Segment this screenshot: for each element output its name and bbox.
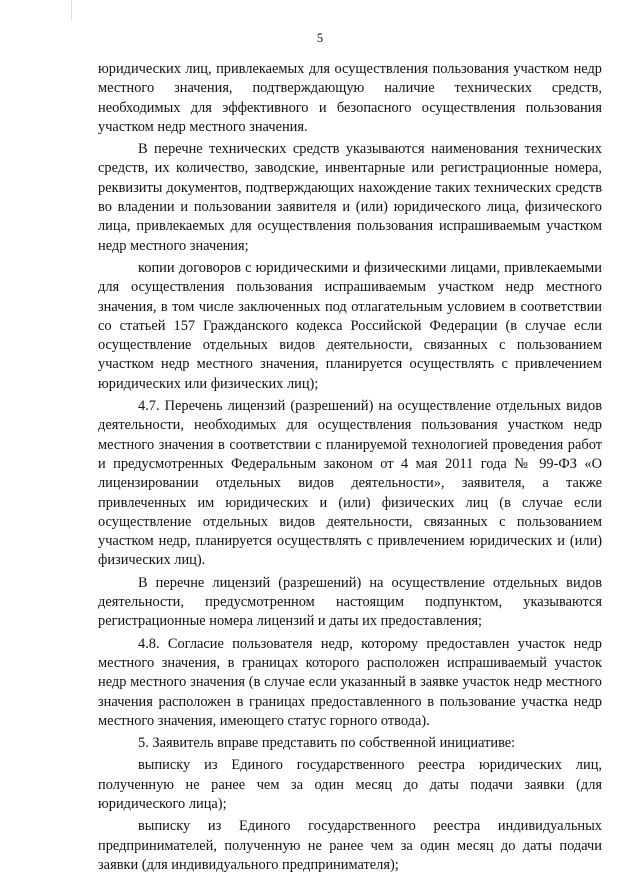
- page-number: 5: [316, 31, 324, 45]
- paragraph-5-optional-documents: 5. Заявитель вправе представить по собственной инициативе:: [138, 735, 516, 752]
- document-body: [98, 60, 602, 878]
- paragraph-4-7-licenses: 4.7. Перечень лицензий (разрешений) на осуществление отдельных видов деятельности, необходимых для осуществления пользования участком недр местного значения в соответствии с планируемой технологией проведения работ и предусмотренных Федеральным законом от 4 мая 2011 года № 99-ФЗ «О лицензировании отдельных видов деятельности», заявителя, а также привлеченных им юридических и (или) физических лиц (в случае если осуществление отдельных видов деятельности, связанных с пользованием участком недр, планируется осуществлять с привлечением юридических и (или) физических лиц).: [98, 398, 602, 569]
- paragraph-legal-entities-extract: выписку из Единого государственного реестра юридических лиц, полученную не ранее чем за один месяц до даты подачи заявки (для юридического лица);: [98, 757, 602, 812]
- paragraph-4-8-consent: 4.8. Согласие пользователя недр, которому предоставлен участок недр местного значения, в границах которого расположен испрашиваемый участок недр местного значения (в случае если указанный в заявке участок недр местного значения расположен в границах предоставленного в пользование участка недр местного значения, имеющего статус горного отвода).: [98, 635, 602, 729]
- scan-edge-mark: [71, 0, 72, 20]
- paragraph-continuation: юридических лиц, привлекаемых для осуществления пользования участком недр местного значения, подтверждающую наличие технических средств, необходимых для эффективного и безопасного осуществления пользования участком недр местного значения.: [98, 61, 602, 135]
- paragraph-technical-means-list: В перечне технических средств указываются наименования технических средств, их количество, заводские, инвентарные или регистрационные номера, реквизиты документов, подтверждающих нахождение таких технических средств во владении и пользовании заявителя и (или) юридического лица, физического лица, привлекаемых для осуществления пользования испрашиваемым участком недр местного значения;: [98, 141, 602, 254]
- paragraph-contract-copies: копии договоров с юридическими и физическими лицами, привлекаемыми для осуществления пользования испрашиваемым участком недр местного значения, в том числе заключенных под отлагательным условием в соответствии со статьей 157 Гражданского кодекса Российской Федерации (в случае если осуществление отдельных видов деятельности, связанных с пользованием участком недр местного значения, планируется осуществлять с привлечением юридических или физических лиц);: [98, 259, 602, 392]
- paragraph-entrepreneurs-extract: выписку из Единого государственного реестра индивидуальных предпринимателей, полученную не ранее чем за один месяц до даты подачи заявки (для индивидуального предпринимателя);: [98, 818, 602, 873]
- paragraph-license-list: В перечне лицензий (разрешений) на осуществление отдельных видов деятельности, предусмотренном настоящим подпунктом, указываются регистрационные номера лицензий и даты их предоставления;: [98, 574, 602, 630]
